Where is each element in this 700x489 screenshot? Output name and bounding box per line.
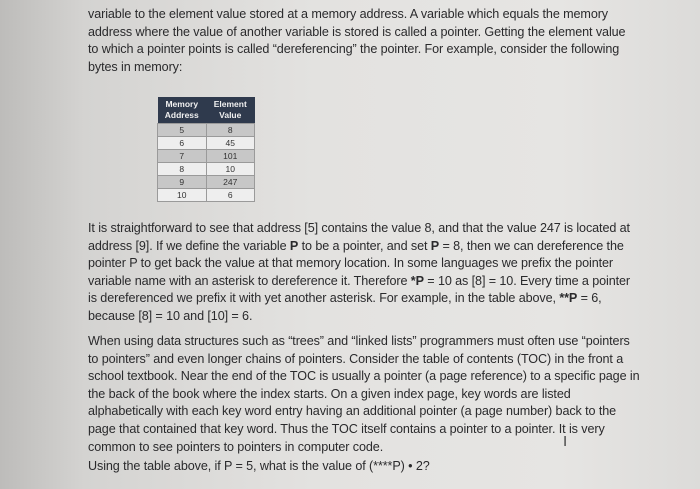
text-segment: When using data structures such as “trees” and “linked lists” programmers must often use “pointers [88, 334, 630, 348]
intro-paragraph [88, 6, 648, 76]
header-text: Value [219, 110, 242, 120]
header-element-value [206, 97, 255, 124]
text-segment: page that contained that key word. Thus the TOC itself contains a pointer to a pointer. It is very [88, 421, 605, 436]
table-row [158, 163, 255, 176]
memory-table [157, 97, 255, 202]
text-segment: bytes in memory: [88, 59, 183, 74]
bold-text: P [430, 238, 440, 253]
bold-text: P [289, 238, 299, 253]
text-line [88, 351, 648, 369]
value-cell: 101 [206, 150, 255, 163]
bold-text: **P [559, 291, 578, 306]
text-segment: to be a pointer, and set [298, 238, 431, 253]
text-segment: school textbook. Near the end of the TOC is usually a pointer (a page reference) to a specific page in [88, 369, 640, 384]
text-line [88, 386, 648, 404]
value-cell: 45 [206, 137, 255, 150]
value-cell: 8 [206, 124, 255, 137]
text-line [88, 238, 648, 256]
text-segment: the back of the book where the index starts. On a given index page, key words are listed [88, 386, 571, 401]
text-line [88, 290, 648, 308]
text-segment: to pointers” and even longer chains of pointers. Consider the table of contents (TOC) in the front a [88, 351, 624, 366]
text-line [88, 255, 648, 273]
text-segment: address [9]. If we define the variable [88, 238, 290, 253]
value-cell: 247 [206, 176, 255, 189]
text-line [88, 333, 648, 351]
header-text: Memory [165, 99, 199, 109]
text-segment: to which a pointer points is called “dereferencing” the pointer. For example, consider the following [88, 42, 620, 57]
text-segment: pointer P to get back the value at that memory location. In some languages we prefix the pointer [88, 256, 614, 271]
text-segment: address where the value of another variable is stored is called a pointer. Getting the element value [88, 24, 626, 39]
text-segment: common to see pointers to pointers in computer code. [88, 439, 384, 454]
explanation-paragraph [88, 220, 648, 326]
text-line [88, 24, 648, 42]
text-segment: = 8, then we can dereference the [439, 238, 624, 253]
text-segment: variable name with an asterisk to dereference it. Therefore [88, 273, 411, 288]
table-row [158, 176, 255, 189]
question-paragraph [88, 458, 648, 476]
header-text: Element [213, 99, 247, 109]
text-segment: Using the table above, if P = 5, what is the value of (****P) • 2? [88, 459, 430, 473]
text-line [88, 59, 648, 77]
address-cell: 9 [158, 176, 207, 189]
table-row [158, 137, 255, 150]
bold-text: *P [410, 273, 424, 288]
value-cell: 10 [206, 163, 255, 176]
text-line [88, 220, 648, 238]
text-line [88, 458, 648, 476]
address-cell: 10 [158, 189, 207, 202]
table-row [158, 189, 255, 202]
address-cell: 5 [158, 124, 207, 137]
text-line [88, 6, 648, 24]
value-cell: 6 [206, 189, 255, 202]
text-cursor-icon: I [563, 433, 568, 450]
header-memory-address [158, 97, 207, 124]
address-cell: 6 [158, 137, 207, 150]
text-line [88, 403, 648, 421]
address-cell: 8 [158, 163, 207, 176]
text-line [88, 41, 648, 59]
text-segment: = 10 as [8] = 10. Every time a pointer [423, 273, 631, 288]
text-segment: because [8] = 10 and [10] = 6. [88, 308, 253, 323]
address-cell: 7 [158, 150, 207, 163]
table-row [158, 150, 255, 163]
text-segment: variable to the element value stored at a memory address. A variable which equals the memory [88, 7, 609, 21]
text-segment: is dereferenced we prefix it with yet another asterisk. For example, in the table above, [88, 291, 560, 306]
header-text: Address [164, 110, 199, 120]
text-segment: It is straightforward to see that address [5] contains the value 8, and that the value 247 is located at [88, 221, 630, 235]
table-header [158, 97, 255, 124]
text-line [88, 368, 648, 386]
text-line [88, 273, 648, 291]
table-row [158, 124, 255, 137]
text-segment: = 6, [577, 291, 602, 306]
text-segment: alphabetically with each key word entry having an additional pointer (a page number) back to the [88, 404, 617, 419]
text-line [88, 308, 648, 326]
